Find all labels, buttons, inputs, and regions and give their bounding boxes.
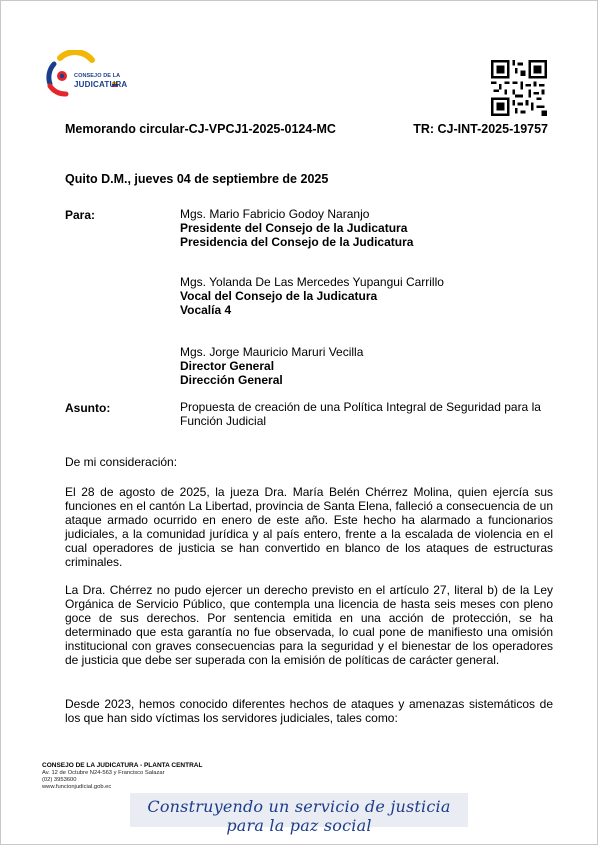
greeting: De mi consideración: xyxy=(65,455,178,469)
body-paragraph-3: Desde 2023, hemos conocido diferentes hechos de ataques y amenazas sistemáticos de los que han sido víctimas los servidores judiciales, tales como: xyxy=(65,697,553,725)
recipient-unit: Vocalía 4 xyxy=(180,303,232,317)
to-label: Para: xyxy=(65,208,96,222)
recipient-title: Director General xyxy=(180,359,275,373)
footer-org: CONSEJO DE LA JUDICATURA - PLANTA CENTRAL xyxy=(42,762,203,769)
qr-code-icon xyxy=(491,60,547,116)
recipient-name: Mgs. Jorge Mauricio Maruri Vecilla xyxy=(180,345,364,359)
recipient-unit: Presidencia del Consejo de la Judicatura xyxy=(180,235,414,249)
footer-phone: (02) 3953600 xyxy=(42,777,77,783)
recipient-2 xyxy=(180,275,444,317)
recipient-1 xyxy=(180,207,413,249)
footer-slogan: Construyendo un servicio de justicia para la paz social xyxy=(147,797,451,835)
footer-address: Av. 12 de Octubre N24-563 y Francisco Salazar xyxy=(42,770,165,776)
logo-text-line1: CONSEJO DE LA xyxy=(74,73,121,79)
recipient-title: Vocal del Consejo de la Judicatura xyxy=(180,289,378,303)
memo-date: Quito D.M., jueves 04 de septiembre de 2025 xyxy=(65,172,329,186)
footer-website: www.funcionjudicial.gob.ec xyxy=(42,784,112,790)
subject-label: Asunto: xyxy=(65,401,111,415)
memo-number: Memorando circular-CJ-VPCJ1-2025-0124-MC xyxy=(65,122,336,136)
body-paragraph-2: La Dra. Chérrez no pudo ejercer un derecho previsto en el artículo 27, literal b) de la Ley Orgánica de Servicio Público, que contempla una licencia de hasta seis meses con pleno goce de sus derechos. Por sentencia emitida en una acción de protección, se ha determinado que esta garantía no fue observada, lo cual pone de manifiesto una omisión institucional con graves consecuencias para la seguridad y el bienestar de los operadores de justicia que debe ser superada con la emisión de políticas de carácter general. xyxy=(65,583,553,667)
footer-slogan-banner xyxy=(130,793,468,835)
body-paragraph-1: El 28 de agosto de 2025, la jueza Dra. María Belén Chérrez Molina, quien ejercía sus funciones en el cantón La Libertad, provincia de Santa Elena, falleció a consecuencia de un ataque armado ocurrido en enero de este año. Este hecho ha alarmado a funcionarios judiciales, a la comunidad jurídica y al país entero, frente a la escalada de violencia en el cual operadores de justicia se han convertido en blanco de los ataques de estructuras criminales. xyxy=(65,485,553,569)
subject-text: Propuesta de creación de una Política Integral de Seguridad para la Función Judicial xyxy=(180,400,541,428)
recipient-name: Mgs. Yolanda De Las Mercedes Yupangui Carrillo xyxy=(180,275,444,289)
recipient-unit: Dirección General xyxy=(180,373,283,387)
tr-number: TR: CJ-INT-2025-19757 xyxy=(413,122,548,136)
recipient-3 xyxy=(180,345,363,387)
recipient-name: Mgs. Mario Fabricio Godoy Naranjo xyxy=(180,207,370,221)
recipient-title: Presidente del Consejo de la Judicatura xyxy=(180,221,408,235)
logo-text-line2: JUDICATURA xyxy=(74,80,128,89)
